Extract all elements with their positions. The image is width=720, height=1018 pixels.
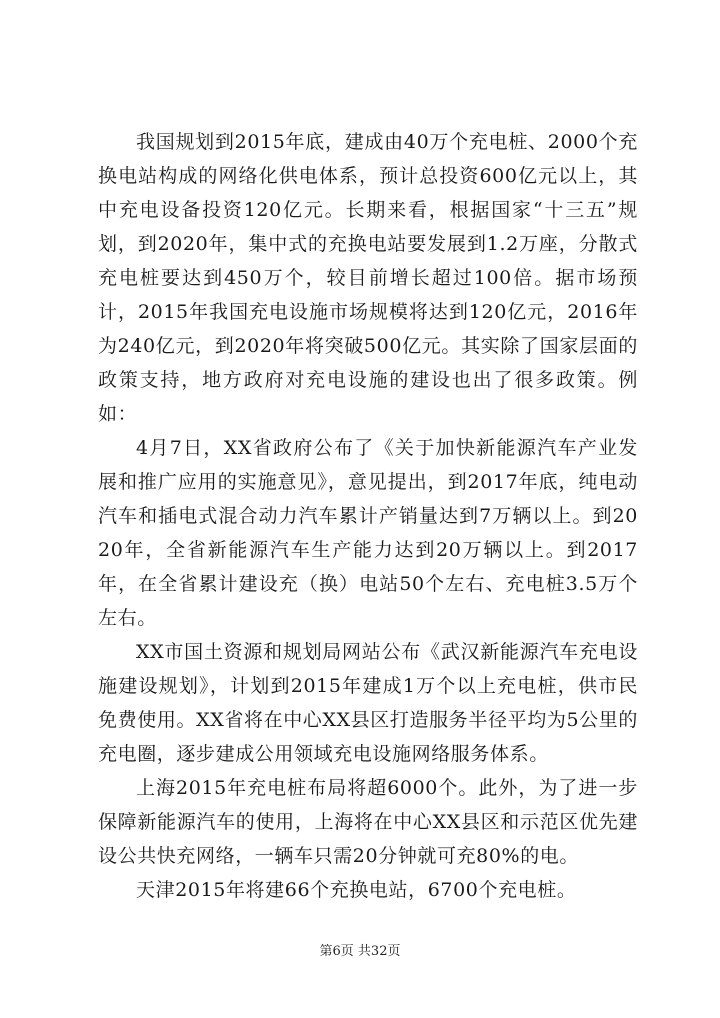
paragraph: 我国规划到2015年底，建成由40万个充电桩、2000个充换电站构成的网络化供电体系，预计总投资600亿元以上，其中充电设备投资120亿元。长期来看，根据国家“十三五”规划，到2020年，集中式的充换电站要发展到1.2万座，分散式充电桩要达到450万个，较目前增长超过100倍。据市场预计，2015年我国充电设施市场规模将达到120亿元，2016年为240亿元，到2020年将突破500亿元。其实除了国家层面的政策支持，地方政府对充电设施的建设也出了很多政策。例如： [98,131,638,425]
document-body [98,125,638,907]
paragraph: XX市国土资源和规划局网站公布《武汉新能源汽车充电设施建设规划》，计划到2015年建成1万个以上充电桩，供市民免费使用。XX省将在中心XX县区打造服务半径平均为5公里的充电圈，逐步建成公用领域充电设施网络服务体系。 [98,641,638,765]
page-number-footer: 第6页 共32页 [319,944,401,959]
paragraph: 上海2015年充电桩布局将超6000个。此外，为了进一步保障新能源汽车的使用，上海将在中心XX县区和示范区优先建设公共快充网络，一辆车只需20分钟就可充80%的电。 [98,777,638,867]
paragraph: 4月7日，XX省政府公布了《关于加快新能源汽车产业发展和推广应用的实施意见》，意见提出，到2017年底，纯电动汽车和插电式混合动力汽车累计产销量达到7万辆以上。到2020年，全省新能源汽车生产能力达到20万辆以上。到2017年，在全省累计建设充（换）电站50个左右、充电桩3.5万个左右。 [98,437,638,629]
paragraph: 天津2015年将建66个充换电站，6700个充电桩。 [136,879,577,901]
